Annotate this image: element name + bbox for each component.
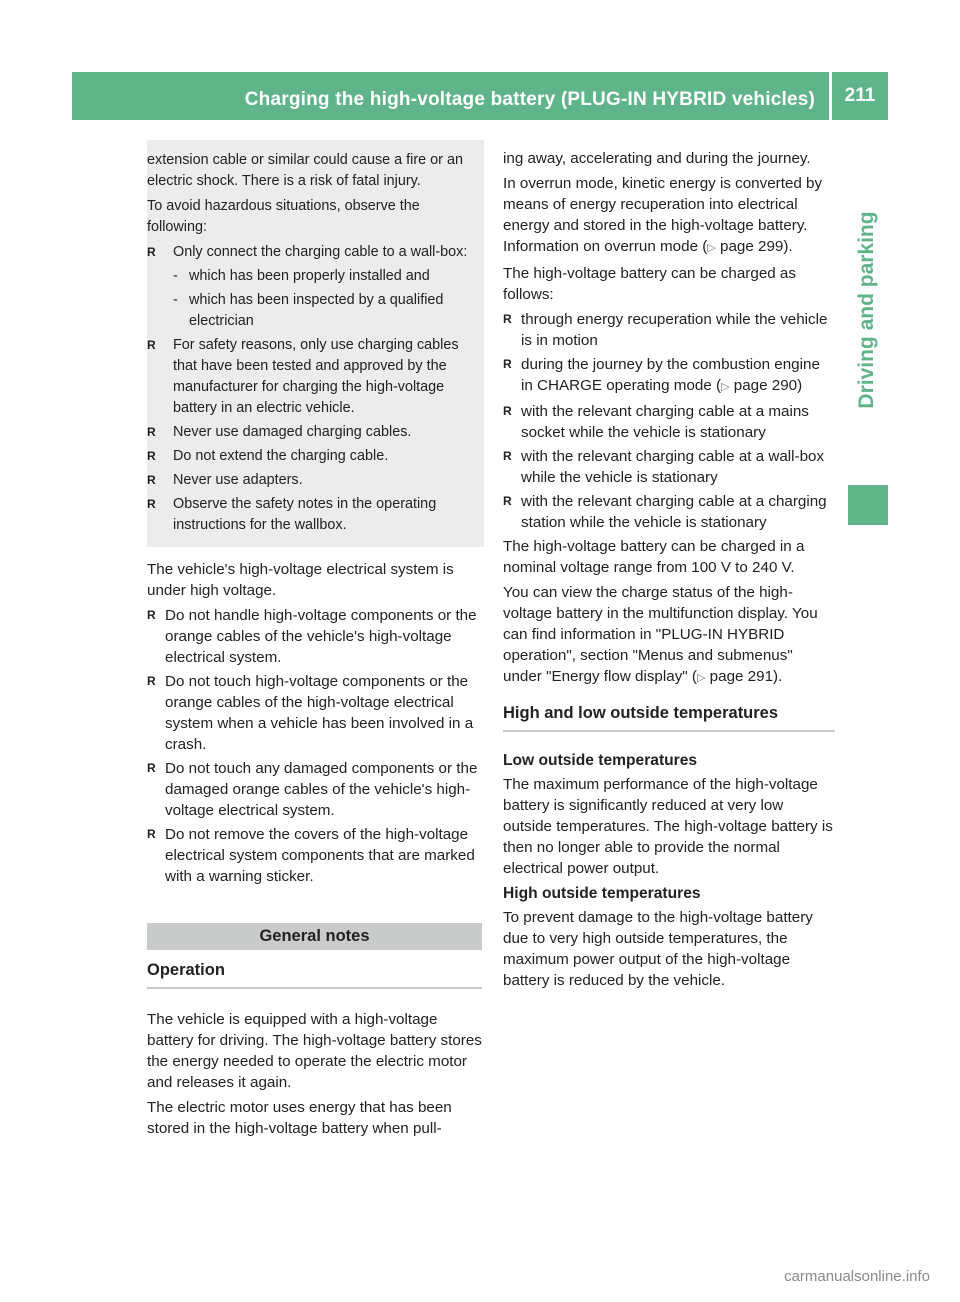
watermark: carmanualsonline.info <box>784 1268 930 1285</box>
low-temp-heading: Low outside temperatures <box>503 752 698 769</box>
hv-item: R Do not touch high-voltage components or the orange cables of the high-voltage electrical system when a vehicle has been involved in a crash. <box>147 673 474 753</box>
display-paragraph: You can view the charge status of the high-voltage battery in the multifunction display. You can find information in "PLUG-IN HYBRID operation", section "Menus and submenus" under "Energy flow display" (▷ page 291). <box>503 584 818 685</box>
warning-item: R Observe the safety notes in the operating instructions for the wallbox. <box>147 496 437 533</box>
warning-intro: extension cable or similar could cause a fire or an electric shock. There is a risk of fatal injury. <box>147 152 463 189</box>
section-title: Charging the high-voltage battery (PLUG-IN HYBRID vehicles) <box>245 72 832 120</box>
right-column <box>503 148 835 995</box>
warning-item: R For safety reasons, only use charging cables that have been tested and approved by the manufacturer for charging the high-voltage battery in an electric vehicle. <box>147 337 459 416</box>
charge-item: R with the relevant charging cable at a charging station while the vehicle is stationary <box>503 493 827 531</box>
overrun-paragraph: In overrun mode, kinetic energy is converted by means of energy recuperation into electrical energy and stored in the high-voltage battery. Information on overrun mode (▷ page 299). <box>503 175 823 255</box>
page-ref-link[interactable]: page 291 <box>709 668 774 685</box>
warning-item: R Never use damaged charging cables. <box>147 424 412 440</box>
hv-item: R Do not touch any damaged components or the damaged orange cables of the vehicle's high-voltage electrical system. <box>147 760 478 819</box>
paragraph: The high-voltage battery can be charged as follows: <box>503 265 796 303</box>
operation-paragraph: The electric motor uses energy that has been stored in the high-voltage battery when pull- <box>147 1099 452 1137</box>
warning-box <box>147 140 484 547</box>
warning-item: R Do not extend the charging cable. <box>147 448 389 464</box>
hv-item: R Do not remove the covers of the high-voltage electrical system components that are marked with a warning sticker. <box>147 826 475 885</box>
hv-item: R Do not handle high-voltage components or the orange cables of the vehicle's high-voltage electrical system. <box>147 607 477 666</box>
page-ref-icon: ▷ <box>707 242 716 254</box>
paragraph: The high-voltage battery can be charged in a nominal voltage range from 100 V to 240 V. <box>503 538 805 576</box>
warning-subitem: - which has been properly installed and <box>173 268 430 284</box>
paragraph: ing away, accelerating and during the journey. <box>503 150 811 167</box>
left-column <box>147 148 482 1143</box>
operation-paragraph: The vehicle is equipped with a high-voltage battery for driving. The high-voltage battery stores the energy needed to operate the electric motor and releases it again. <box>147 1011 482 1091</box>
charge-item: R with the relevant charging cable at a mains socket while the vehicle is stationary <box>503 403 809 441</box>
temperatures-heading: High and low outside temperatures <box>503 703 835 732</box>
charge-item: R during the journey by the combustion engine in CHARGE operating mode (▷ page 290) <box>503 356 820 394</box>
warning-avoid: To avoid hazardous situations, observe the following: <box>147 198 420 235</box>
high-temp-paragraph: To prevent damage to the high-voltage battery due to very high outside temperatures, the maximum power output of the high-voltage battery is reduced by the vehicle. <box>503 909 813 989</box>
warning-item: R Only connect the charging cable to a wall-box: <box>147 244 468 260</box>
charge-item: R with the relevant charging cable at a wall-box while the vehicle is stationary <box>503 448 825 486</box>
header-bar <box>72 72 888 120</box>
operation-heading: Operation <box>147 960 482 989</box>
charge-item: R through energy recuperation while the vehicle is in motion <box>503 311 828 349</box>
side-tab <box>847 140 888 485</box>
side-tab-marker <box>848 485 888 525</box>
low-temp-paragraph: The maximum performance of the high-voltage battery is significantly reduced at very low outside temperatures. The high-voltage battery is then no longer able to provide the normal electrical power output. <box>503 776 833 877</box>
warning-subitem: - which has been inspected by a qualified electrician <box>173 292 444 329</box>
high-temp-heading: High outside temperatures <box>503 885 701 902</box>
page-ref-icon: ▷ <box>721 381 730 393</box>
hv-intro: The vehicle's high-voltage electrical system is under high voltage. <box>147 561 454 599</box>
page-ref-link[interactable]: page 290 <box>733 377 798 394</box>
warning-item: R Never use adapters. <box>147 472 303 488</box>
page-ref-icon: ▷ <box>696 672 706 684</box>
side-tab-label: Driving and parking <box>855 211 878 409</box>
general-notes-heading: General notes <box>147 923 482 950</box>
page-number: 211 <box>844 85 876 106</box>
page-ref-link[interactable]: page 299 <box>720 238 784 255</box>
